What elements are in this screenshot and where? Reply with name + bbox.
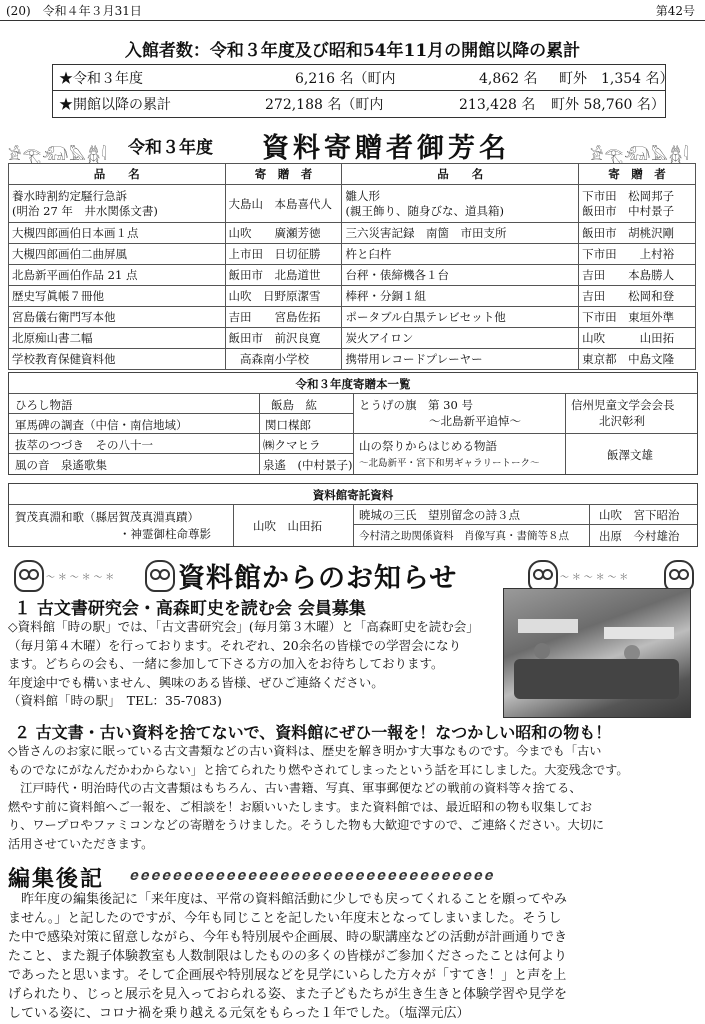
- table-cell: 大槻四郎画伯二曲屏風: [9, 244, 226, 265]
- visitors-box: [52, 64, 674, 118]
- section1-body: [8, 618, 479, 711]
- table-cell: 歴史写眞帳７冊他: [9, 286, 226, 307]
- table-cell: 高森南小学校: [225, 349, 342, 370]
- owl-icon: [14, 560, 44, 592]
- paragraph-line: 江戸時代・明治時代の古文書類はもちろん、古い書籍、写真、軍事郵便などの戦前の資料等々捨てる、: [8, 781, 582, 795]
- paragraph-line: であったと思います。そして企画展や特別展などを見学にいらした方々が「すてき！」と声を上: [8, 968, 567, 983]
- table-cell: 養水時割約定騒行急訴 (明治 27 年 井水関係文書): [9, 185, 226, 223]
- visitors-row: [59, 65, 674, 89]
- deposit-item: 暁城の三氏 望別留念の詩３点: [359, 508, 520, 522]
- table-cell: 飯田市 前沢良寛: [225, 328, 342, 349]
- table-row: [9, 307, 696, 328]
- table-cell: 杵と臼杵: [342, 244, 579, 265]
- table-cell: 飯田市 北島道世: [225, 265, 342, 286]
- table-cell: 棒秤・分銅１組: [342, 286, 579, 307]
- table-cell: 東京都 中島文隆: [579, 349, 696, 370]
- table-cell: 大槻四郎画伯日本画１点: [9, 223, 226, 244]
- notice-header: [0, 556, 705, 592]
- visitors-inside: 4,862 名: [479, 71, 538, 87]
- editorial-decoration: 𝒆𝒆𝒆𝒆𝒆𝒆𝒆𝒆𝒆𝒆𝒆𝒆𝒆𝒆𝒆𝒆𝒆𝒆𝒆𝒆𝒆𝒆𝒆𝒆𝒆𝒆𝒆𝒆𝒆𝒆𝒆𝒆𝒆𝒆: [130, 866, 496, 884]
- table-cell: 学校教育保健資料他: [9, 349, 226, 370]
- book-donor: 飯澤文雄: [607, 448, 653, 462]
- table-cell: 宮島儀右衛門写本他: [9, 307, 226, 328]
- visitors-inside: 213,428 名: [459, 97, 536, 113]
- section2-body: [8, 742, 629, 853]
- donated-books-box: [8, 372, 698, 475]
- deposit-donor: 山吹 山田拓: [253, 519, 322, 533]
- paragraph-line: ます。どちらの会も、一緒に参加して下さる方の加入をお待ちしております。: [8, 656, 444, 671]
- paragraph-line: 昨年度の編集後記に「来年度は、平常の資料館活動に少しでも戻ってくれることを願ってやみ: [8, 892, 568, 907]
- visitors-label: ★開館以降の累計: [59, 97, 171, 113]
- book-subtitle: 〜北島新平・宮下和男ギャラリートーク〜: [359, 458, 540, 469]
- table-cell: 三六災害記録 南箇 市田支所: [342, 223, 579, 244]
- paragraph-line: 燃やす前に資料館へご一報を、ご相談を！お願いいたします。また資料館では、最近昭和の物も収集してお: [8, 799, 593, 814]
- section1-title: １ 古文書研究会・高森町史を読む会 会員募集: [14, 599, 366, 619]
- book-title: 抜萃のつづき その八十一: [15, 438, 153, 452]
- col-header-item: 品 名: [9, 164, 226, 185]
- table-cell: 雛人形 (親王飾り、随身びな、道具箱): [342, 185, 579, 223]
- table-cell: 台秤・俵締機各１台: [342, 265, 579, 286]
- deposit-item: ・神霊御柱命尊影: [119, 527, 211, 541]
- table-cell: 吉田 宮島佐拓: [225, 307, 342, 328]
- book-title: ひろし物語: [15, 398, 73, 412]
- table-cell: 飯田市 胡桃沢剛: [579, 223, 696, 244]
- table-cell: ポータブル白黒テレビセット他: [342, 307, 579, 328]
- page-header: [0, 0, 705, 21]
- notice-title: 資料館からのお知らせ: [178, 563, 458, 594]
- table-row: [9, 286, 696, 307]
- paragraph-line: ません。」と記したのですが、今年も同じことを記したい年度末となってしまいました。そうし: [8, 911, 562, 926]
- editorial-title: 編集後記: [8, 867, 105, 892]
- book-title: 山の祭りからはじめる物語: [359, 439, 497, 453]
- book-title: 風の音 泉遙歌集: [15, 458, 107, 472]
- book-donor: 北沢彰利: [599, 414, 645, 428]
- book-title: 軍馬碑の調査（中信・南信地域）: [15, 418, 188, 432]
- book-donor: 信州児童文学会会長: [571, 398, 675, 412]
- deposited-materials-title: 資料館寄託資料: [312, 488, 394, 502]
- table-row: [9, 349, 696, 370]
- paragraph-line: 年度途中でも構いません、興味のある皆様、ぜひご連絡ください。: [8, 674, 384, 690]
- visitors-title: 入館者数：令和３年度及び昭和54年11月の開館以降の累計: [124, 41, 581, 61]
- hieroglyph-decoration-right: 𓀀𓂀𓃰𓅓𓆣𓇋: [590, 146, 690, 164]
- paragraph-line: たこと、また親子体験教室も人数制限はしたものの多くの皆様がご参加くださったことは何より: [8, 949, 568, 964]
- hieroglyph-decoration-left: 𓀀𓂀𓃰𓅓𓆣𓇋: [8, 146, 108, 164]
- donated-books-title: 令和３年度寄贈本一覧: [295, 377, 411, 391]
- table-cell: 吉田 松岡和登: [579, 286, 696, 307]
- col-header-donor: 寄 贈 者: [225, 164, 342, 185]
- book-donor: ㈱クマヒラ: [263, 438, 321, 452]
- table-cell: 吉田 本島勝人: [579, 265, 696, 286]
- paragraph-line: ものでなにがなんだかわからない」と捨てられたり燃やされてしまったという話を耳にしました。大変残念です。: [8, 762, 629, 777]
- deposited-materials-box: [8, 483, 698, 547]
- table-cell: 山吹 日野原潔雪: [225, 286, 342, 307]
- paragraph-line: ◇資料館「時の駅」では、「古文書研究会」(毎月第３木曜）と「高森町史を読む会」: [8, 619, 479, 634]
- table-row: [9, 265, 696, 286]
- paragraph-line: している姿に、コロナ禍を乗り越える元気をもらった１年でした。（塩澤元広）: [8, 1006, 470, 1021]
- book-donor: 飯島 紘: [271, 398, 317, 412]
- col-header-donor: 寄 贈 者: [579, 164, 696, 185]
- paragraph-line: 活用させていただきます。: [8, 836, 154, 851]
- table-cell: 山吹 廣瀬芳徳: [225, 223, 342, 244]
- table-cell: 携帯用レコードプレーヤー: [342, 349, 579, 370]
- book-subtitle: 〜北島新平追悼〜: [429, 414, 521, 428]
- section2-title: ２ 古文書・古い資料を捨てないで、資料館にぜひ一報を！なつかしい昭和の物も！: [14, 723, 612, 742]
- visitors-outside: 町外 58,760 名）: [551, 97, 665, 113]
- book-donor: 関口楳郎: [265, 418, 311, 432]
- notice-decoration: 〜 ＊ 〜 ＊ 〜 ＊: [46, 573, 115, 583]
- table-cell: 北原痴山書二幅: [9, 328, 226, 349]
- table-cell: 下市田 上村裕: [579, 244, 696, 265]
- table-row: [9, 328, 696, 349]
- table-cell: 大島山 本島喜代人: [225, 185, 342, 223]
- table-cell: 下市田 松岡邦子 飯田市 中村景子: [579, 185, 696, 223]
- visitors-outside: 町外 1,354 名）: [559, 71, 674, 87]
- book-title: とうげの旗 第 30 号: [359, 398, 473, 412]
- table-row: [9, 185, 696, 223]
- deposit-item: 賀茂真淵和歌（縣居賀茂真淵真蹟）: [15, 510, 199, 524]
- deposit-donor: 山吹 宮下昭治: [599, 508, 680, 522]
- visitors-total: 272,188 名（町内: [265, 97, 384, 113]
- notice-decoration: 〜 ＊ 〜 ＊ 〜 ＊: [560, 573, 629, 583]
- table-row: [9, 244, 696, 265]
- deposit-donor: 出原 今村雄治: [599, 529, 680, 543]
- issue-date: (20) 令和４年３月31日: [6, 4, 142, 18]
- editorial-body: [8, 890, 567, 1023]
- paragraph-line: （毎月第４木曜）を行っております。それぞれ、20余名の皆様での学習会になり: [8, 637, 462, 653]
- visitors-label: ★令和３年度: [59, 71, 143, 87]
- paragraph-line: た中で感染対策に留意しながら、今年も特別展や企画展、時の駅講座などの活動が計画通りでき: [8, 930, 568, 945]
- paragraph-line: （資料館「時の駅」 TEL：35-7083): [8, 693, 222, 708]
- donors-title: 資料寄贈者御芳名: [262, 133, 510, 164]
- paragraph-line: ◇皆さんのお家に眠っている古文書類などの古い資料は、歴史を解き明かす大事なものです。今までも「古い: [8, 744, 602, 758]
- table-cell: 山吹 山田拓: [579, 328, 696, 349]
- table-row: [9, 223, 696, 244]
- table-header-row: [9, 164, 696, 185]
- donors-title-prefix: 令和３年度: [128, 138, 213, 158]
- donors-table: [8, 163, 696, 370]
- visitors-row: [59, 91, 665, 115]
- table-cell: 北島新平画伯作品 21 点: [9, 265, 226, 286]
- study-group-photo: [503, 588, 691, 718]
- book-donor: 泉遙 (中村景子): [263, 458, 353, 472]
- issue-number: 第42号: [655, 4, 695, 18]
- owl-icon: [145, 560, 175, 592]
- table-cell: 上市田 日切征勝: [225, 244, 342, 265]
- col-header-item: 品 名: [342, 164, 579, 185]
- paragraph-line: げられたり、じっと展示を見入っておられる姿、また子どもたちが生き生きと体験学習や見学を: [8, 987, 568, 1002]
- deposit-item: 今村清之助関係資料 肖像写真・書簡等８点: [359, 530, 569, 542]
- visitors-total: 6,216 名（町内: [295, 71, 396, 87]
- paragraph-line: り、ワープロやファミコンなどの寄贈をうけました。そうした物も大歓迎ですので、ご連絡ください。大切に: [8, 818, 605, 832]
- table-cell: 炭火アイロン: [342, 328, 579, 349]
- table-cell: 下市田 東垣外準: [579, 307, 696, 328]
